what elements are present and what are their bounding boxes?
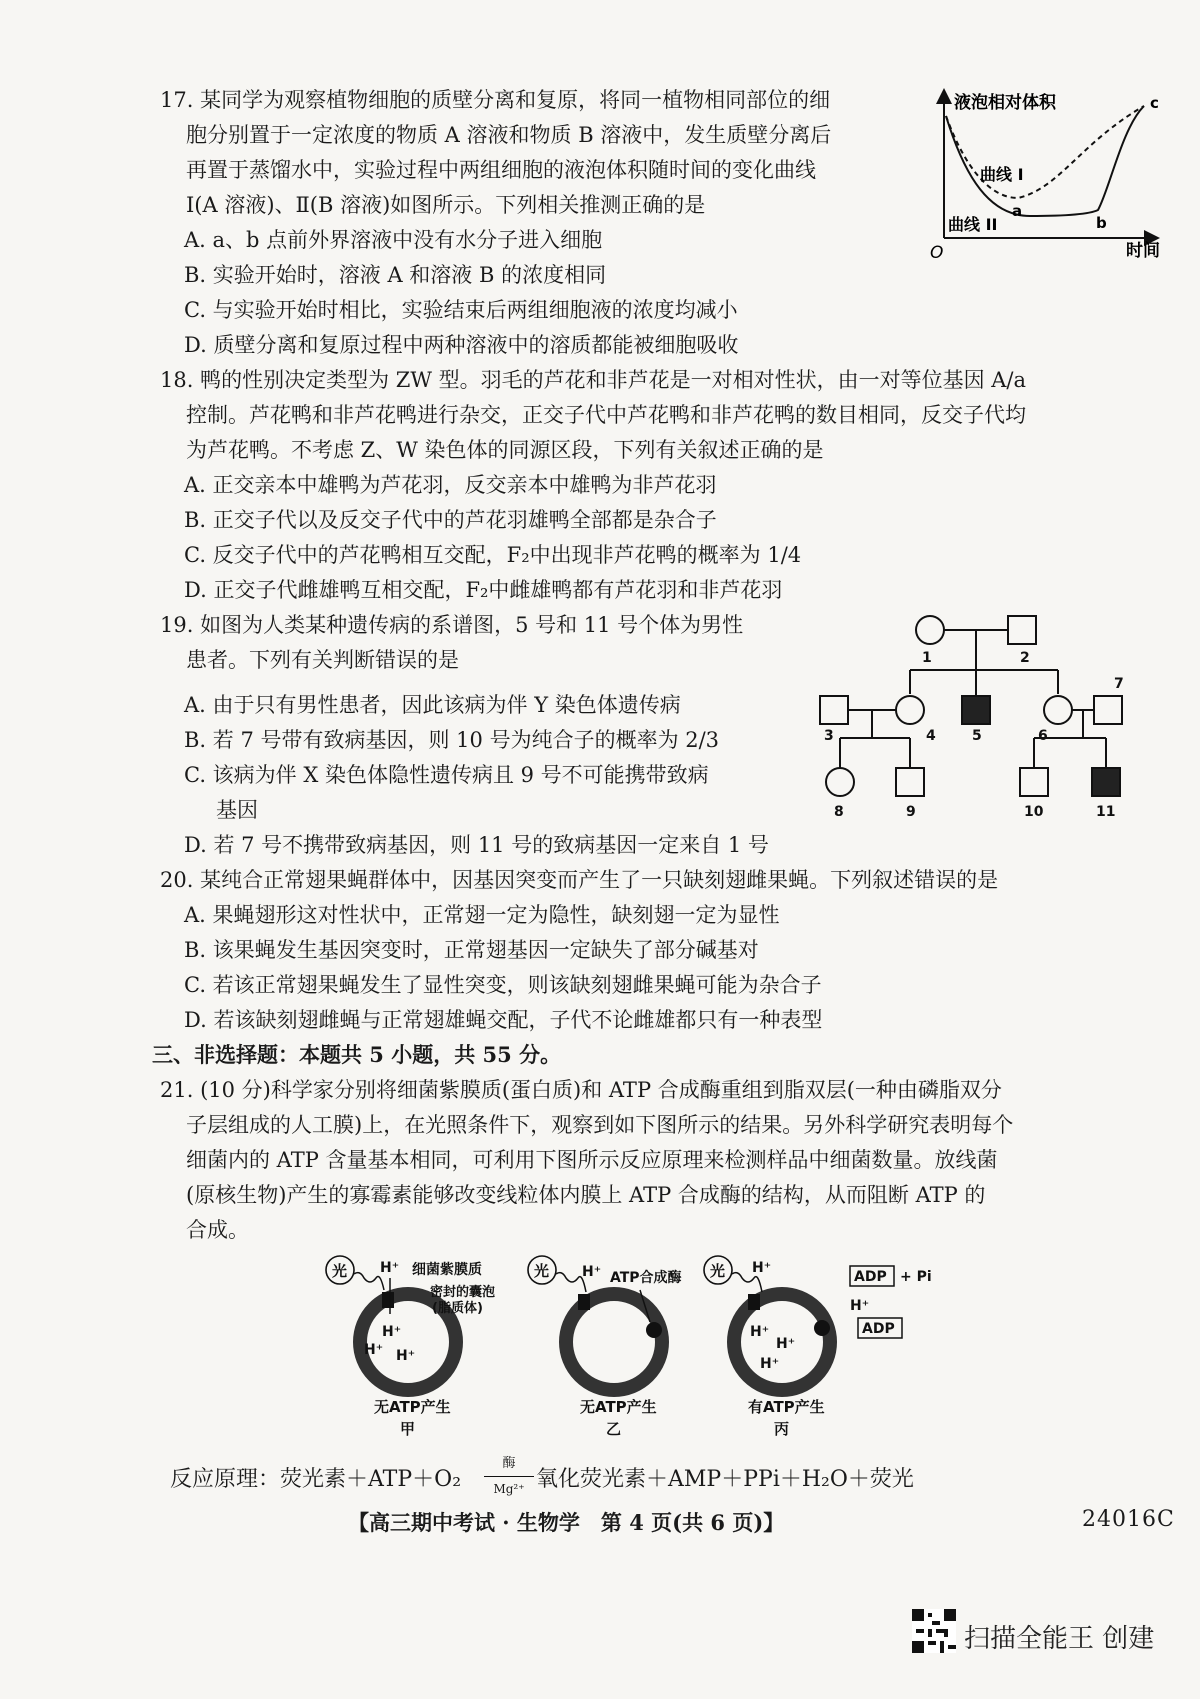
liposome-jia [326,1256,495,1438]
liposome-yi [528,1256,682,1438]
q17-option-b: B. 实验开始时，溶液 A 和溶液 B 的浓度相同 [184,263,607,287]
pedigree-individual-2 [1008,616,1036,644]
q20-option-d: D. 若该缺刻翅雌蝇与正常翅雄蝇交配，子代不论雌雄都只有一种表型 [184,1008,823,1032]
vesicle-label-1: 密封的囊泡 [430,1285,496,1300]
q21-line-1: 21. (10 分)科学家分别将细菌紫膜质(蛋白质)和 ATP 合成酶重组到脂双层(一种由磷脂双分 [160,1078,1002,1102]
scanner-watermark: 扫描全能王 创建 [964,1624,1155,1654]
qr-code-icon [912,1609,956,1653]
atp-synthase-label-yi: ATP合成酶 [610,1270,682,1286]
graph-curve-2-label: 曲线 II [948,215,998,234]
pedigree-individual-10 [1020,768,1048,796]
h-plus-bing-outer: H⁺ [752,1260,772,1276]
graph-y-label: 液泡相对体积 [954,93,1056,113]
pedigree-label-1: 1 [922,650,932,666]
graph-x-label: 时间 [1126,241,1160,261]
graph-point-c: c [1150,94,1159,112]
liposome-bing [704,1256,932,1438]
h-plus-yi: H⁺ [582,1264,602,1280]
q19-pedigree-chart [810,612,1130,822]
pedigree-individual-11 [1092,768,1120,796]
q19-option-c-cont: 基因 [216,798,258,822]
atp-synthase-icon-bing [814,1320,830,1336]
h-plus-bing-2: H⁺ [776,1336,796,1352]
h-plus-jia-2: H⁺ [364,1342,384,1358]
graph-origin: O [930,243,944,263]
q18-option-d: D. 正交子代雌雄鸭互相交配，F₂中雌雄鸭都有芦花羽和非芦花羽 [184,578,783,602]
q20-option-b: B. 该果蝇发生基因突变时，正常翅基因一定缺失了部分碱基对 [184,938,759,962]
q19-option-d: D. 若 7 号不携带致病基因，则 11 号的致病基因一定来自 1 号 [184,833,769,857]
graph-curve-2 [946,106,1144,216]
pedigree-individual-7 [1094,696,1122,724]
q18-option-b: B. 正交子代以及反交子代中的芦花羽雄鸭全部都是杂合子 [184,508,717,532]
light-label-yi: 光 [534,1262,550,1280]
pedigree-individual-8 [826,768,854,796]
q18-line-3: 为芦花鸭。不考虑 Z、W 染色体的同源区段，下列有关叙述正确的是 [186,438,824,462]
label-bing: 丙 [774,1420,790,1438]
h-plus-jia-3: H⁺ [396,1348,416,1364]
pedigree-individual-4 [896,696,924,724]
section-3-heading: 三、非选择题：本题共 5 小题，共 55 分。 [152,1042,562,1067]
reaction-right: 氧化荧光素＋AMP＋PPi＋H₂O＋荧光 [536,1467,914,1492]
h-plus-jia-1: H⁺ [382,1324,402,1340]
caption-bing: 有ATP产生 [748,1398,825,1416]
reaction-enzyme: 酶 [502,1456,516,1471]
pedigree-label-6: 6 [1038,728,1048,744]
pedigree-individual-3 [820,696,848,724]
pedigree-label-8: 8 [834,804,844,820]
pedigree-label-4: 4 [926,728,936,744]
q20-option-c: C. 若该正常翅果蝇发生了显性突变，则该缺刻翅雌果蝇可能为杂合子 [184,973,822,997]
q19-line-2: 患者。下列有关判断错误的是 [186,648,459,672]
purple-membrane-label: 细菌紫膜质 [412,1262,482,1278]
q18-line-1: 18. 鸭的性别决定类型为 ZW 型。羽毛的芦花和非芦花是一对相对性状，由一对等位基因 A/a [160,368,1027,392]
q18-option-a: A. 正交亲本中雄鸭为芦花羽，反交亲本中雄鸭为非芦花羽 [184,473,717,497]
pi-label: + Pi [900,1269,932,1285]
q19-option-a: A. 由于只有男性患者，因此该病为伴 Y 染色体遗传病 [184,693,681,717]
q21-line-3: 细菌内的 ATP 含量基本相同，可利用下图所示反应原理来检测样品中细菌数量。放线菌 [186,1148,998,1172]
q17-line-3: 再置于蒸馏水中，实验过程中两组细胞的液泡体积随时间的变化曲线 [186,158,816,182]
q17-line-4: Ⅰ(A 溶液)、Ⅱ(B 溶液)如图所示。下列相关推测正确的是 [186,193,706,217]
q17-option-d: D. 质壁分离和复原过程中两种溶液中的溶质都能被细胞吸收 [184,333,739,357]
q17-line-2: 胞分别置于一定浓度的物质 A 溶液和物质 B 溶液中，发生质壁分离后 [186,123,832,147]
pedigree-individual-5 [962,696,990,724]
q17-line-1: 17. 某同学为观察植物细胞的质壁分离和复原，将同一植物相同部位的细 [160,88,831,112]
reaction-cofactor: Mg²⁺ [493,1482,525,1496]
q21-liposome-figure [320,1252,960,1442]
graph-point-a: a [1012,202,1023,220]
pedigree-individual-6 [1044,696,1072,724]
q18-line-2: 控制。芦花鸭和非芦花鸭进行杂交，正交子代中芦花鸭和非芦花鸭的数目相同，反交子代均 [186,403,1026,427]
h-plus-jia-outer: H⁺ [380,1260,400,1276]
q20-option-a: A. 果蝇翅形这对性状中，正常翅一定为隐性，缺刻翅一定为显性 [184,903,780,927]
reaction-arrow [484,1476,534,1477]
graph-point-b: b [1096,214,1107,232]
q19-option-b: B. 若 7 号带有致病基因，则 10 号为纯合子的概率为 2/3 [184,728,720,752]
pedigree-label-3: 3 [824,728,834,744]
q21-line-2: 子层组成的人工膜)上，在光照条件下，观察到如下图所示的结果。另外科学研究表明每个 [186,1113,1014,1137]
footer-code: 24016C [1082,1507,1175,1532]
graph-curve-1-label: 曲线 I [980,165,1024,184]
pedigree-individual-9 [896,768,924,796]
caption-yi: 无ATP产生 [580,1398,657,1416]
label-yi: 乙 [606,1420,622,1438]
pedigree-label-5: 5 [972,728,982,744]
q21-line-4: (原核生物)产生的寡霉素能够改变线粒体内膜上 ATP 合成酶的结构，从而阻断 ATP 的 [186,1183,986,1207]
adp-label-top: ADP [854,1269,887,1285]
footer-page-info: 【高三期中考试 · 生物学 第 4 页(共 6 页)】 [348,1510,785,1535]
q20-line-1: 20. 某纯合正常翅果蝇群体中，因基因突变而产生了一只缺刻翅雌果蝇。下列叙述错误的是 [160,868,999,892]
q21-line-5: 合成。 [186,1218,249,1242]
label-jia: 甲 [400,1420,416,1438]
pedigree-label-9: 9 [906,804,916,820]
q17-option-a: A. a、b 点前外界溶液中没有水分子进入细胞 [184,228,603,252]
q17-option-c: C. 与实验开始时相比，实验结束后两组细胞液的浓度均减小 [184,298,738,322]
caption-jia: 无ATP产生 [374,1398,451,1416]
q18-option-c: C. 反交子代中的芦花鸭相互交配，F₂中出现非芦花鸭的概率为 1/4 [184,543,802,567]
adp-label-bottom: ADP [862,1321,895,1337]
h-plus-bing-out: H⁺ [850,1298,870,1314]
atp-synthase-icon [646,1322,662,1338]
pedigree-label-11: 11 [1096,804,1116,820]
light-label-bing: 光 [710,1262,726,1280]
q19-line-1: 19. 如图为人类某种遗传病的系谱图，5 号和 11 号个体为男性 [160,613,744,637]
q17-vacuole-volume-graph [930,88,1170,263]
reaction-left: 反应原理：荧光素＋ATP＋O₂ [170,1467,462,1492]
light-label-jia: 光 [332,1262,348,1280]
pedigree-individual-1 [916,616,944,644]
h-plus-bing-1: H⁺ [750,1324,770,1340]
h-plus-bing-3: H⁺ [760,1356,780,1372]
vesicle-label-2: (脂质体) [432,1301,483,1316]
q19-option-c: C. 该病为伴 X 染色体隐性遗传病且 9 号不可能携带致病 [184,763,709,787]
pedigree-label-10: 10 [1024,804,1044,820]
pedigree-label-7: 7 [1114,676,1124,692]
pedigree-label-2: 2 [1020,650,1030,666]
